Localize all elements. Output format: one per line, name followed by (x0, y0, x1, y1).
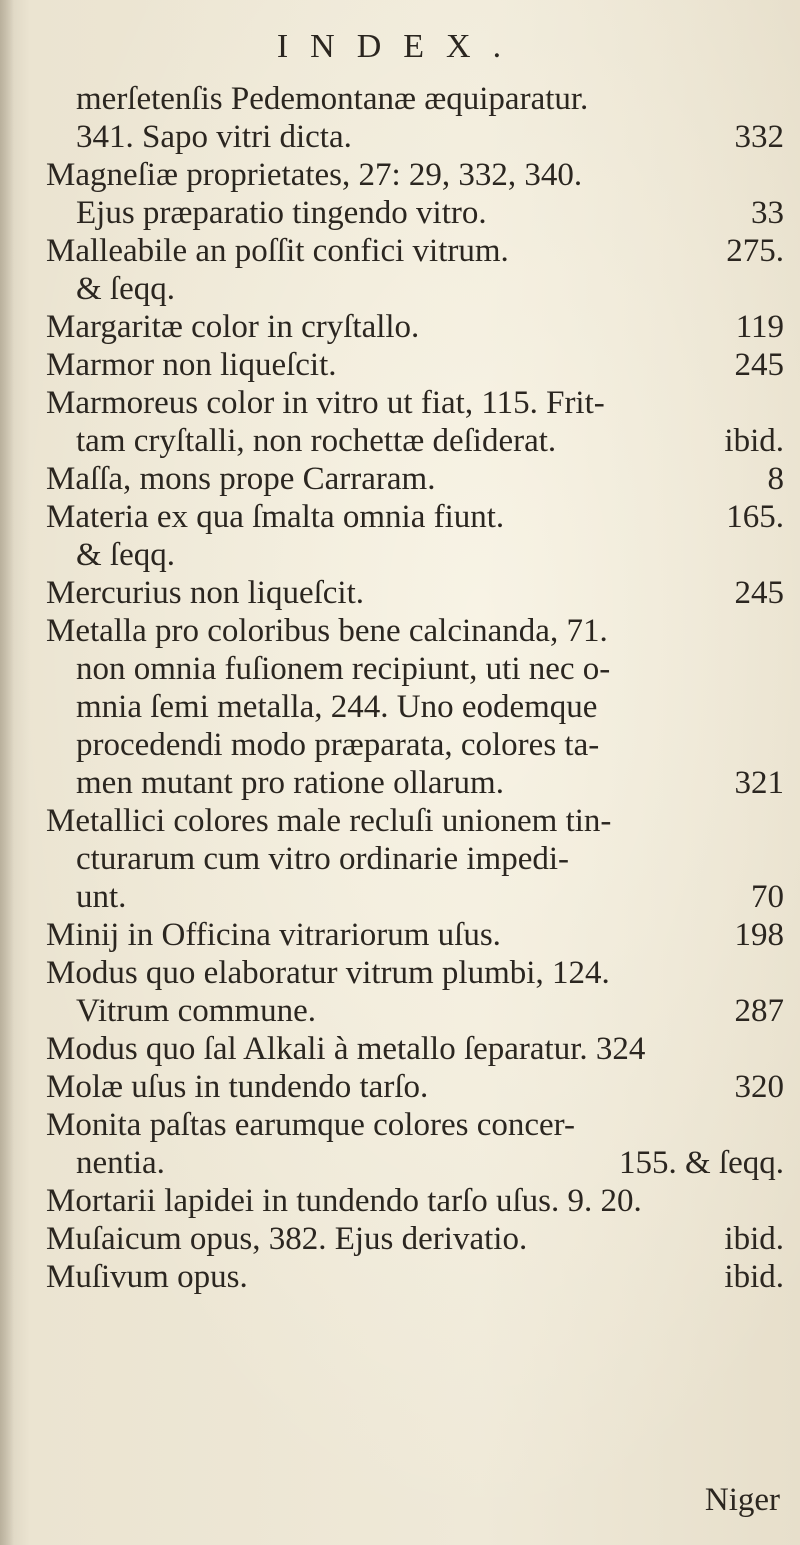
index-page-ref: ibid. (724, 1259, 784, 1295)
index-page-ref: ibid. (724, 1221, 784, 1257)
index-line-text: Modus quo elaboratur vitrum plumbi, 124. (46, 955, 610, 991)
index-line (46, 802, 792, 840)
index-line-text: & ſeqq. (76, 271, 175, 307)
index-line (46, 1106, 792, 1144)
index-line-text: & ſeqq. (76, 537, 175, 573)
index-line (46, 574, 792, 612)
index-line-text: mnia ſemi metalla, 244. Uno eodemque (76, 689, 598, 725)
catchword: Niger (704, 1482, 780, 1518)
index-line (46, 916, 792, 954)
index-line-text: Molæ uſus in tundendo tarſo. (46, 1069, 429, 1105)
index-line-text: Ejus præparatio tingendo vitro. (76, 195, 487, 231)
index-page-ref: 70 (751, 879, 784, 915)
index-line (46, 688, 792, 726)
index-line (46, 498, 792, 536)
index-line-text: nentia. (76, 1145, 165, 1181)
index-line (46, 1068, 792, 1106)
index-line-text: tam cryſtalli, non rochettæ deſiderat. (76, 423, 557, 459)
index-page-ref: ibid. (724, 423, 784, 459)
index-line (46, 308, 792, 346)
index-line (46, 536, 792, 574)
index-line (46, 194, 792, 232)
index-line (46, 1220, 792, 1258)
index-line-text: Mortarii lapidei in tundendo tarſo uſus. 9. 20. (46, 1183, 642, 1219)
index-line (46, 384, 792, 422)
index-line-text: Marmor non liqueſcit. (46, 347, 337, 383)
index-line (46, 1182, 792, 1220)
index-line (46, 1258, 792, 1296)
index-line-text: Metallici colores male recluſi unionem tin- (46, 803, 612, 839)
index-page-ref: 275. (726, 233, 784, 269)
index-line-text: procedendi modo præparata, colores ta- (76, 727, 600, 763)
index-line (46, 118, 792, 156)
index-page-ref: 321 (734, 765, 784, 801)
index-line-text: cturarum cum vitro ordinarie impedi- (76, 841, 570, 877)
index-line (46, 156, 792, 194)
index-page-ref: 332 (734, 119, 784, 155)
index-page-ref: 165. (726, 499, 784, 535)
index-line (46, 1144, 792, 1182)
page-header: INDEX. (276, 28, 524, 65)
index-line (46, 1030, 792, 1068)
index-line (46, 764, 792, 802)
index-line (46, 270, 792, 308)
index-line-text: Vitrum commune. (76, 993, 316, 1029)
index-line-text: Monita paſtas earumque colores concer- (46, 1107, 575, 1143)
index-page-ref: 287 (734, 993, 784, 1029)
index-line (46, 232, 792, 270)
index-line-text: Magneſiæ proprietates, 27: 29, 332, 340. (46, 157, 583, 193)
index-line (46, 840, 792, 878)
index-line-text: Maſſa, mons prope Carraram. (46, 461, 436, 497)
index-page-ref: 320 (734, 1069, 784, 1105)
index-line-text: unt. (76, 879, 127, 915)
index-line (46, 612, 792, 650)
index-page-ref: 198 (734, 917, 784, 953)
index-line-text: Malleabile an poſſit confici vitrum. (46, 233, 509, 269)
index-page-ref: 119 (735, 309, 784, 345)
index-page-ref: 8 (767, 461, 784, 497)
index-line-text: Muſivum opus. (46, 1259, 248, 1295)
index-page-ref: 245 (734, 575, 784, 611)
index-line-text: Muſaicum opus, 382. Ejus derivatio. (46, 1221, 528, 1257)
index-line (46, 422, 792, 460)
index-line (46, 460, 792, 498)
index-line (46, 954, 792, 992)
index-entries (46, 80, 792, 1296)
index-line-text: Mercurius non liqueſcit. (46, 575, 365, 611)
index-line (46, 726, 792, 764)
page-gutter-shadow (0, 0, 14, 1545)
index-line (46, 346, 792, 384)
index-page-ref: 245 (734, 347, 784, 383)
index-line (46, 992, 792, 1030)
index-line-text: Metalla pro coloribus bene calcinanda, 71. (46, 613, 608, 649)
index-line (46, 80, 792, 118)
index-line (46, 650, 792, 688)
index-line-text: men mutant pro ratione ollarum. (76, 765, 504, 801)
index-line-text: Marmoreus color in vitro ut fiat, 115. Frit- (46, 385, 605, 421)
index-page-ref: 155. & ſeqq. (619, 1145, 784, 1181)
index-line-text: Minij in Officina vitrariorum uſus. (46, 917, 501, 953)
index-line-text: Margaritæ color in cryſtallo. (46, 309, 420, 345)
index-line-text: 341. Sapo vitri dicta. (76, 119, 352, 155)
index-line-text: Modus quo ſal Alkali à metallo ſeparatur. 324 (46, 1031, 646, 1067)
index-line-text: Materia ex qua ſmalta omnia fiunt. (46, 499, 505, 535)
index-page-ref: 33 (751, 195, 784, 231)
index-line (46, 878, 792, 916)
index-line-text: non omnia fuſionem recipiunt, uti nec o- (76, 651, 611, 687)
index-line-text: merſetenſis Pedemontanæ æquiparatur. (76, 81, 589, 117)
